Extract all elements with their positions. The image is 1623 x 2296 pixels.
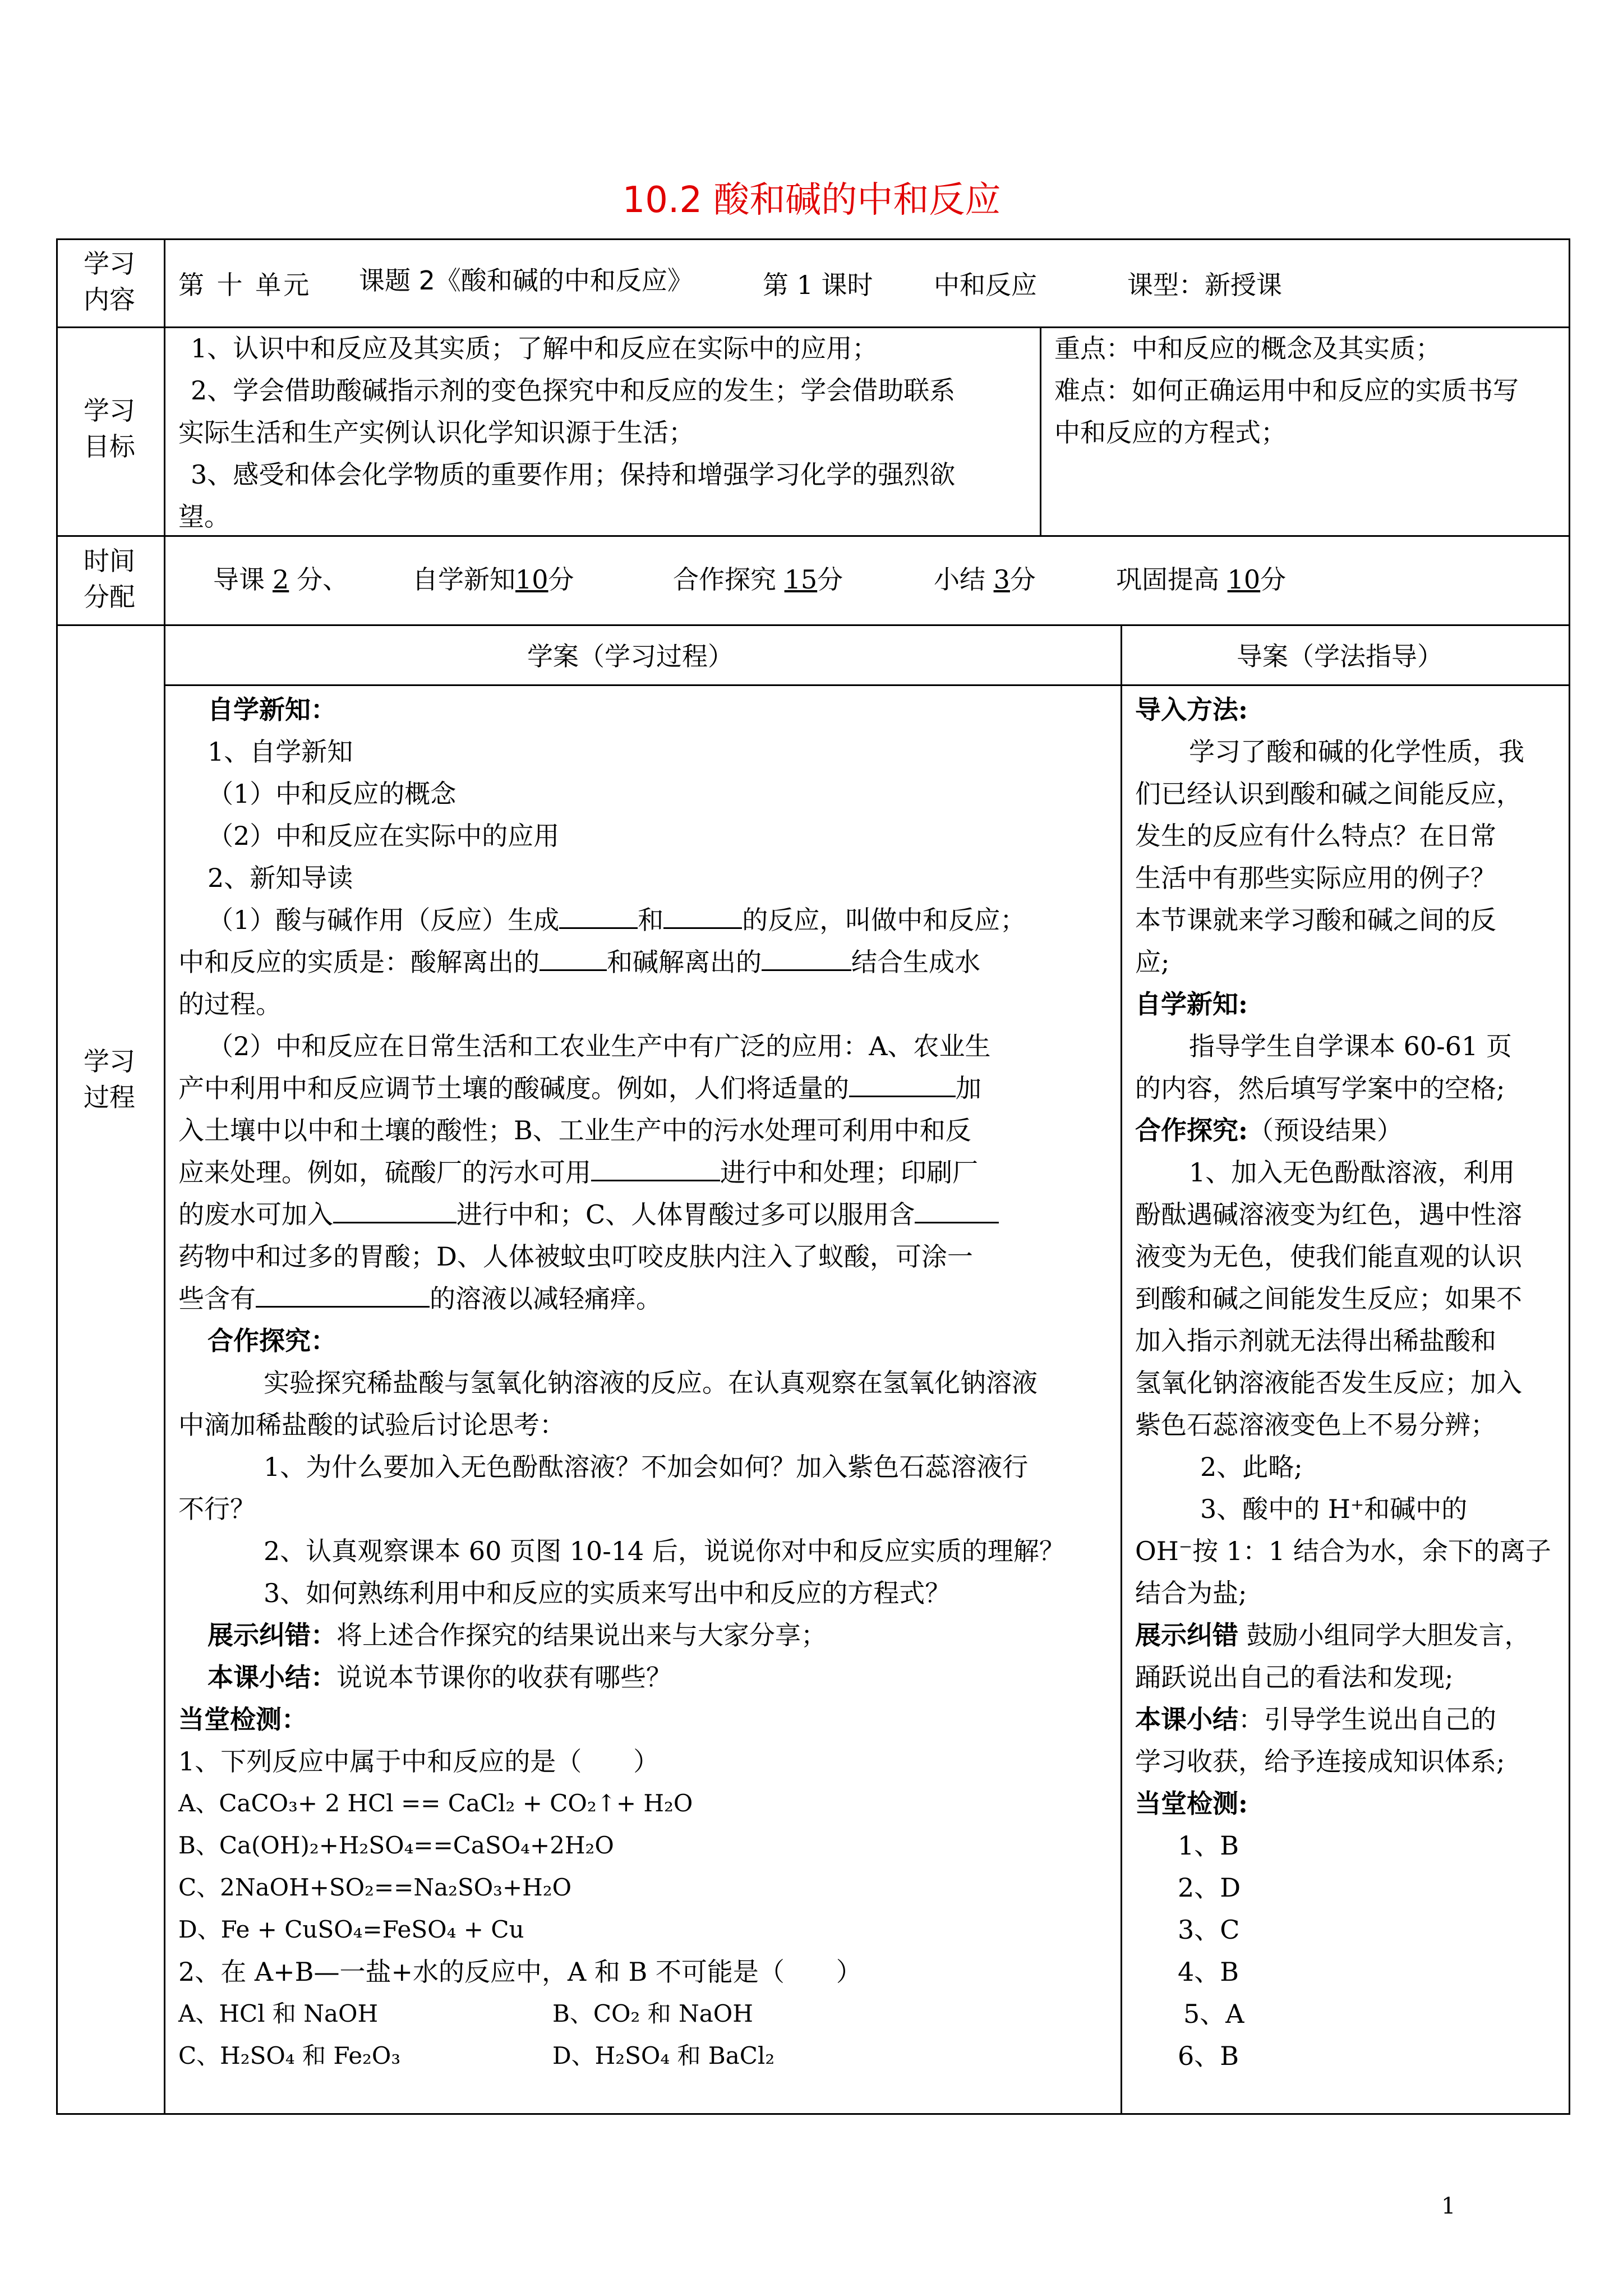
guide-line: 们已经认识到酸和碱之间能反应，: [1135, 779, 1522, 809]
text-line: 药物中和过多的胃酸；D、人体被蚊虫叮咬皮肤内注入了蚁酸，可涂一: [178, 1241, 973, 1272]
key-point-text: 重点：中和反应的概念及其实质；: [1054, 333, 1441, 364]
difficulty-text: 中和反应的方程式；: [1054, 417, 1287, 448]
guide-line: 应;: [1135, 947, 1170, 977]
section-heading: 合作探究：: [208, 1326, 336, 1356]
guide-line: 发生的反应有什么特点？在日常: [1135, 821, 1496, 851]
answer-item: 1、B: [1178, 1830, 1239, 1861]
guide-line: 紫色石蕊溶液变色上不易分辨；: [1135, 1410, 1496, 1440]
text-line: 展示纠错：将上述合作探究的结果说出来与大家分享；: [208, 1620, 827, 1650]
time-item: 自学新知10分: [412, 564, 574, 595]
text-line: （1）中和反应的概念: [208, 779, 457, 809]
option-line: C、H₂SO₄ 和 Fe₂O₃: [178, 2042, 401, 2069]
guide-line: 3、酸中的 H⁺和碱中的: [1200, 1494, 1468, 1524]
guide-line: OH⁻按 1：1 结合为水，余下的离子: [1135, 1536, 1551, 1566]
fill-line: 产中利用中和反应调节土壤的酸碱度。例如，人们将适量的 加: [178, 1067, 981, 1110]
option-line: C、2NaOH+SO₂==Na₂SO₃+H₂O: [178, 1874, 572, 1901]
guide-line: 加入指示剂就无法得出稀盐酸和: [1135, 1326, 1496, 1356]
guide-line: 生活中有那些实际应用的例子？: [1135, 863, 1496, 893]
guide-line: 学习收获，给予连接成知识体系;: [1135, 1746, 1505, 1777]
fill-line: 的废水可加入 进行中和；C、人体胃酸过多可以服用含: [178, 1193, 999, 1236]
guide-line: 到酸和碱之间能发生反应；如果不: [1135, 1283, 1522, 1314]
goal-line: 实际生活和生产实例认识化学知识源于生活；: [178, 417, 694, 448]
guide-line: 学习了酸和碱的化学性质，我: [1189, 737, 1524, 767]
fill-line: 中和反应的实质是：酸解离出的 和碱解离出的 结合生成水: [178, 941, 980, 983]
text-line: 入土壤中以中和土壤的酸性；B、工业生产中的污水处理可利用中和反: [178, 1115, 971, 1145]
text-line: 2、新知导读: [208, 863, 353, 893]
fill-blank[interactable]: [849, 1071, 956, 1097]
option-line: A、CaCO₃+ 2 HCl == CaCl₂ + CO₂↑+ H₂O: [178, 1789, 693, 1817]
page-title: 10.2 酸和碱的中和反应: [622, 180, 1001, 221]
text-line: 本课小结：说说本节课你的收获有哪些？: [208, 1662, 672, 1692]
fill-blank[interactable]: [540, 945, 607, 971]
fill-blank[interactable]: [915, 1197, 999, 1223]
fill-blank[interactable]: [256, 1281, 430, 1308]
lesson-text: 第 1 课时: [763, 270, 873, 300]
option-line: B、CO₂ 和 NaOH: [552, 2000, 753, 2027]
option-line: D、Fe + CuSO₄=FeSO₄ + Cu: [178, 1916, 524, 1943]
guide-line: 的内容，然后填写学案中的空格;: [1135, 1073, 1505, 1103]
guide-line: 合作探究:（预设结果）: [1135, 1115, 1403, 1145]
text-line: 不行？: [178, 1494, 256, 1524]
goal-line: 2、学会借助酸碱指示剂的变色探究中和反应的发生；学会借助联系: [191, 375, 956, 406]
question-line: 2、在 A+B—一盐+水的反应中，A 和 B 不可能是（ ）: [178, 1957, 862, 1987]
option-line: D、H₂SO₄ 和 BaCl₂: [552, 2042, 775, 2069]
difficulty-text: 难点：如何正确运用中和反应的实质书写: [1054, 375, 1519, 406]
fill-line: （1）酸与碱作用（反应）生成 和 的反应，叫做中和反应；: [208, 899, 1026, 941]
answer-item: 5、A: [1183, 1999, 1244, 2029]
row-goals-label: 学习 目标: [84, 395, 135, 462]
guide-heading: 当堂检测:: [1135, 1788, 1248, 1819]
text-line: 1、为什么要加入无色酚酞溶液？不加会如何？加入紫色石蕊溶液行: [264, 1452, 1029, 1482]
answer-item: 4、B: [1178, 1957, 1239, 1987]
fill-blank[interactable]: [663, 903, 742, 929]
time-item: 导课 2 分、: [213, 564, 349, 595]
option-line: B、Ca(OH)₂+H₂SO₄==CaSO₄+2H₂O: [178, 1832, 614, 1859]
guide-line: 酚酞遇碱溶液变为红色，遇中性溶: [1135, 1199, 1522, 1230]
text-line: （2）中和反应在实际中的应用: [208, 821, 560, 851]
guide-line: 本课小结：引导学生说出自己的: [1135, 1704, 1496, 1734]
lesson-name-text: 中和反应: [934, 270, 1037, 300]
guide-heading: 自学新知:: [1135, 989, 1248, 1019]
text-line: （2）中和反应在日常生活和工农业生产中有广泛的应用：A、农业生: [208, 1031, 991, 1061]
fill-line: 应来处理。例如，硫酸厂的污水可用 进行中和处理；印刷厂: [178, 1151, 978, 1194]
time-item: 合作探究 15分: [673, 564, 843, 595]
answer-item: 2、D: [1178, 1872, 1241, 1903]
goal-line: 1、认识中和反应及其实质；了解中和反应在实际中的应用；: [191, 333, 878, 364]
guide-line: 本节课就来学习酸和碱之间的反: [1135, 905, 1496, 935]
guide-line: 踊跃说出自己的看法和发现;: [1135, 1662, 1454, 1692]
fill-blank[interactable]: [333, 1197, 457, 1223]
goal-line: 3、感受和体会化学物质的重要作用；保持和增强学习化学的强烈欲: [191, 459, 956, 490]
text-line: 的过程。: [178, 989, 282, 1019]
option-line: A、HCl 和 NaOH: [178, 2000, 379, 2027]
right-header: 导案（学法指导）: [1237, 641, 1443, 671]
unit-text: 第 十 单元: [178, 270, 312, 300]
text-line: 3、如何熟练利用中和反应的实质来写出中和反应的方程式？: [264, 1578, 951, 1608]
fill-blank[interactable]: [762, 945, 851, 971]
section-heading: 自学新知：: [208, 694, 336, 725]
text-line: 实验探究稀盐酸与氢氧化钠溶液的反应。在认真观察在氢氧化钠溶液: [264, 1368, 1038, 1398]
text-line: 2、认真观察课本 60 页图 10-14 后，说说你对中和反应实质的理解？: [264, 1536, 1065, 1566]
time-item: 小结 3分: [934, 564, 1036, 595]
text-line: 中滴加稀盐酸的试验后讨论思考：: [178, 1410, 565, 1440]
guide-line: 2、此略;: [1200, 1452, 1303, 1482]
section-heading: 当堂检测：: [178, 1704, 307, 1734]
question-line: 1、下列反应中属于中和反应的是（ ）: [178, 1746, 660, 1777]
guide-line: 氢氧化钠溶液能否发生反应；加入: [1135, 1368, 1522, 1398]
fill-blank[interactable]: [591, 1155, 720, 1181]
fill-blank[interactable]: [559, 903, 638, 929]
lesson-type-text: 课型：新授课: [1127, 270, 1282, 300]
row-time-label: 时间 分配: [84, 546, 135, 612]
row-time-cell: [164, 535, 1570, 626]
answer-item: 3、C: [1178, 1915, 1240, 1945]
guide-line: 结合为盐;: [1135, 1578, 1247, 1608]
topic-text: 课题 2《酸和碱的中和反应》: [359, 265, 693, 296]
guide-line: 液变为无色，使我们能直观的认识: [1135, 1241, 1522, 1272]
fill-line: 些含有 的溶液以减轻痛痒。: [178, 1277, 662, 1320]
row-content-label: 学习 内容: [84, 249, 135, 315]
guide-heading: 导入方法:: [1135, 694, 1248, 725]
row-process-label-cell: [56, 624, 165, 2115]
goal-line: 望。: [178, 501, 230, 532]
answer-item: 6、B: [1178, 2041, 1239, 2071]
guide-line: 指导学生自学课本 60-61 页: [1189, 1031, 1512, 1061]
time-item: 巩固提高 10分: [1116, 564, 1287, 595]
text-line: 1、自学新知: [208, 737, 353, 767]
left-header: 学案（学习过程）: [527, 641, 734, 671]
guide-line: 展示纠错 鼓励小组同学大胆发言，: [1135, 1620, 1530, 1650]
row-process-label: 学习 过程: [84, 1046, 135, 1112]
page-number: 1: [1441, 2193, 1456, 2219]
guide-line: 1、加入无色酚酞溶液，利用: [1189, 1157, 1515, 1188]
